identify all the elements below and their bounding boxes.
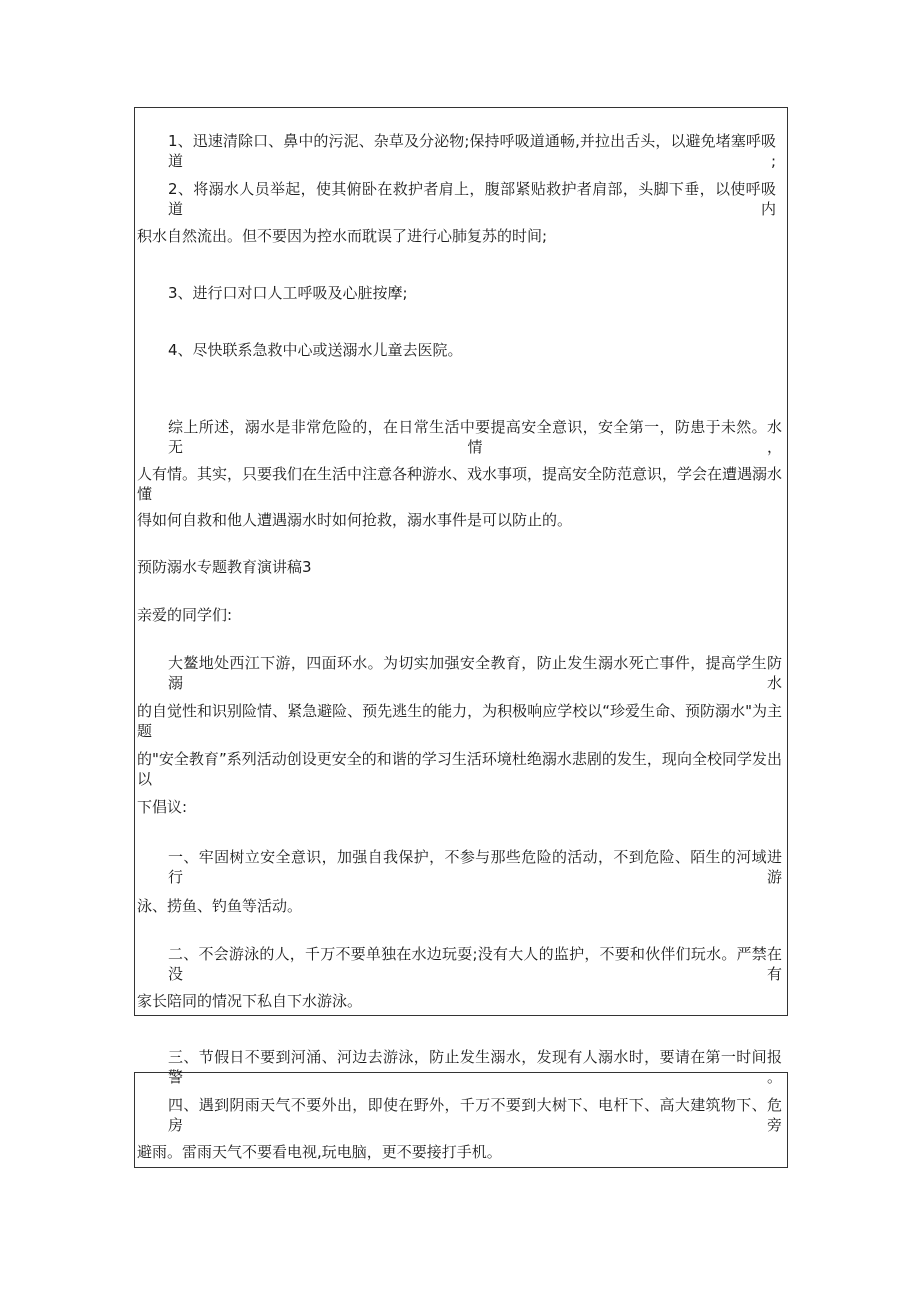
paragraph-line: 综上所述，溺水是非常危险的，在日常生活中要提高安全意识，安全第一，防患于未然。水无情，: [168, 418, 782, 456]
paragraph-line: 积水自然流出。但不要因为控水而耽误了进行心肺复苏的时间;: [137, 227, 548, 245]
paragraph-line: 泳、捞鱼、钓鱼等活动。: [137, 897, 303, 915]
paragraph-line: 一、牢固树立安全意识，加强自我保护，不参与那些危险的活动，不到危险、陌生的河域进行游: [168, 848, 782, 886]
paragraph-line: 避雨。雷雨天气不要看电视,玩电脑，更不要接打手机。: [137, 1143, 502, 1161]
paragraph-line: 家长陪同的情况下私自下水游泳。: [137, 992, 363, 1010]
paragraph-line: 的"安全教育”系列活动创设更安全的和谐的学习生活环境杜绝溺水悲剧的发生，现向全校同学发出以: [137, 750, 782, 788]
paragraph-line: 4、尽快联系急救中心或送溺水儿童去医院。: [168, 341, 463, 359]
salutation: 亲爱的同学们:: [137, 606, 233, 624]
paragraph-line: 3、进行口对口人工呼吸及心脏按摩;: [168, 284, 408, 302]
paragraph-line: 下倡议:: [137, 798, 188, 816]
section-title: 预防溺水专题教育演讲稿3: [137, 558, 312, 576]
paragraph-line: 的自觉性和识别险情、紧急避险、预先逃生的能力，为积极响应学校以“珍爱生命、预防溺水"为主题: [137, 702, 782, 740]
paragraph-line: 大鳌地处西江下游，四面环水。为切实加强安全教育，防止发生溺水死亡事件，提高学生防溺水: [168, 654, 782, 692]
paragraph-line: 人有情。其实，只要我们在生活中注意各种游水、戏水事项，提高安全防范意识，学会在遭遇溺水懂: [137, 465, 783, 503]
paragraph-line: 二、不会游泳的人，千万不要单独在水边玩耍;没有大人的监护，不要和伙伴们玩水。严禁在没有: [168, 945, 782, 983]
paragraph-line: 1、迅速清除口、鼻中的污泥、杂草及分泌物;保持呼吸道通畅,并拉出舌头，以避免堵塞呼吸道;: [168, 132, 776, 170]
paragraph-line: 得如何自救和他人遭遇溺水时如何抢救，溺水事件是可以防止的。: [137, 511, 573, 529]
paragraph-line: 四、遇到阴雨天气不要外出，即使在野外，千万不要到大树下、电杆下、高大建筑物下、危房旁: [168, 1096, 782, 1134]
paragraph-line: 2、将溺水人员举起，使其俯卧在救护者肩上，腹部紧贴救护者肩部，头脚下垂，以使呼吸道内: [168, 180, 776, 218]
paragraph-line: 三、节假日不要到河涌、河边去游泳，防止发生溺水，发现有人溺水时，要请在第一时间报警。: [168, 1048, 782, 1086]
